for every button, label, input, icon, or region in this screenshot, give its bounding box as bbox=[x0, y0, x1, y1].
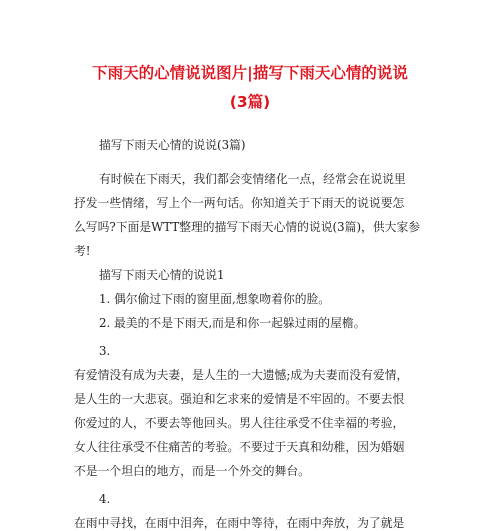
paragraph-line: 女人往往承受不住痛苦的考验。不要过于天真和幼稚，因为婚姻 bbox=[74, 440, 405, 454]
paragraph-line: 不是一个坦白的地方，而是一个外交的舞台。 bbox=[74, 464, 310, 478]
paragraph-line: 4. bbox=[99, 492, 111, 506]
paragraph-line: 抒发一些情绪，写上个一两句话。你知道关于下雨天的说说要怎 bbox=[74, 196, 405, 210]
paragraph-line: 有时候在下雨天，我们都会变情绪化一点，经常会在说说里 bbox=[99, 172, 406, 186]
paragraph-line: 你爱过的人，不要去等他回头。男人往往承受不住幸福的考验， bbox=[74, 416, 405, 430]
paragraph-line: 考! bbox=[74, 244, 91, 258]
paragraph-line: 有爱情没有成为夫妻，是人生的一大遗憾;成为夫妻而没有爱情， bbox=[74, 368, 409, 382]
paragraph-line: 在雨中寻找，在雨中泪奔，在雨中等待，在雨中奔放，为了就是 bbox=[74, 516, 405, 530]
paragraph-line: 么写吗?下面是WTT整理的描写下雨天心情的说说(3篇)，供大家参 bbox=[74, 220, 421, 234]
document-title-line-1: 下雨天的心情说说图片|描写下雨天心情的说说 bbox=[92, 64, 408, 82]
paragraph-line: 1. 偶尔偷过下雨的窗里面,想象吻着你的脸。 bbox=[99, 292, 331, 306]
document-title-line-2: (3篇) bbox=[229, 93, 271, 111]
paragraph-line: 是人生的一大悲哀。强迫和乞求来的爱情是不牢固的。不要去恨 bbox=[74, 392, 405, 406]
paragraph-line: 描写下雨天心情的说说(3篇) bbox=[99, 138, 246, 152]
paragraph-line: 描写下雨天心情的说说1 bbox=[99, 268, 225, 282]
paragraph-line: 3. bbox=[99, 344, 111, 358]
paragraph-line: 2. 最美的不是下雨天,而是和你一起躲过雨的屋檐。 bbox=[99, 316, 366, 330]
